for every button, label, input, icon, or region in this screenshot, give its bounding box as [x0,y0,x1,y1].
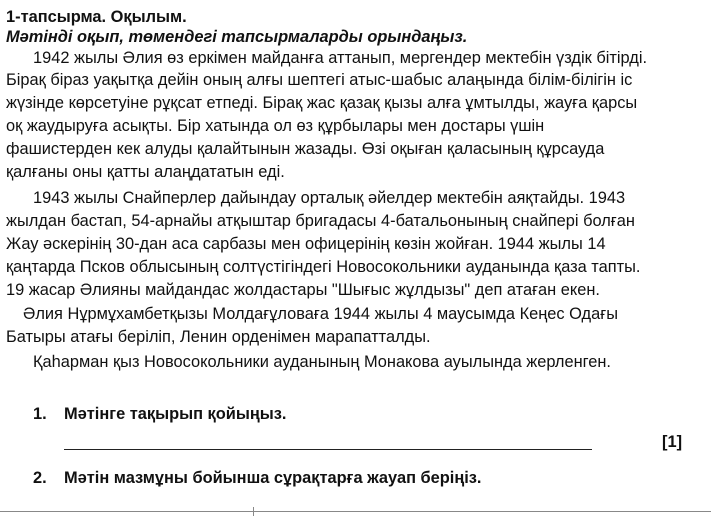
text-line: 1942 жылы Әлия өз еркімен майданға аттанып, мергендер мектебін үздік бітірді. [33,49,648,67]
question-mark: [1] [662,433,683,451]
page-divider [0,511,711,512]
text-line: фашистерден кек алуды қалайтынын жазады. Өзі оқыған қаласының құрсауда [6,140,605,158]
text-line: оқ жаудыруға асықты. Бір хатында ол өз құрбылары мен достары үшін [6,117,545,135]
text-line: Әлия Нұрмұхамбетқызы Молдағұловаға 1944 жылы 4 маусымда Кеңес Одағы [23,305,618,323]
text-line: Бірақ біраз уақытқа дейін оның алғы шептегі атыс-шабыс алаңында білім-білігін іс [6,71,633,89]
text-line: Қаһарман қыз Новосокольники ауданының Монакова ауылында жерленген. [33,353,611,371]
text-line: 1943 жылы Снайперлер дайындау орталық әйелдер мектебін аяқтайды. 1943 [33,189,626,207]
task-title: 1-тапсырма. Оқылым. [6,8,187,26]
task-instruction: Мәтінді оқып, төмендегі тапсырмаларды орындаңыз. [6,28,468,46]
question-text: Мәтінге тақырып қойыңыз. [64,405,287,423]
answer-line[interactable] [64,449,592,450]
question-text: Мәтін мазмұны бойынша сұрақтарға жауап беріңіз. [64,469,482,487]
text-line: жылдан бастап, 54-арнайы атқыштар бригадасы 4-батальонының снайпері болған [6,212,635,230]
question-number: 2. [33,469,47,487]
table-border-tick [253,507,254,516]
text-line: Жау әскерінің 30-дан аса сарбазы мен офицерінің көзін жойған. 1944 жылы 14 [6,235,606,253]
text-line: қалғаны оны қатты алаңдататын еді. [6,163,285,181]
question-number: 1. [33,405,47,423]
text-line: 19 жасар Әлияны майдандас жолдастары "Шығыс жұлдызы" деп атаған екен. [6,281,600,299]
text-line: жүзінде көрсетуіне рұқсат етпеді. Бірақ жас қазақ қызы алға ұмтылды, жауға қарсы [6,94,638,112]
text-line: қаңтарда Псков облысының солтүстігіндегі Новосокольники ауданында қаза тапты. [6,258,641,276]
text-line: Батыры атағы беріліп, Ленин орденімен марапатталды. [6,328,431,346]
